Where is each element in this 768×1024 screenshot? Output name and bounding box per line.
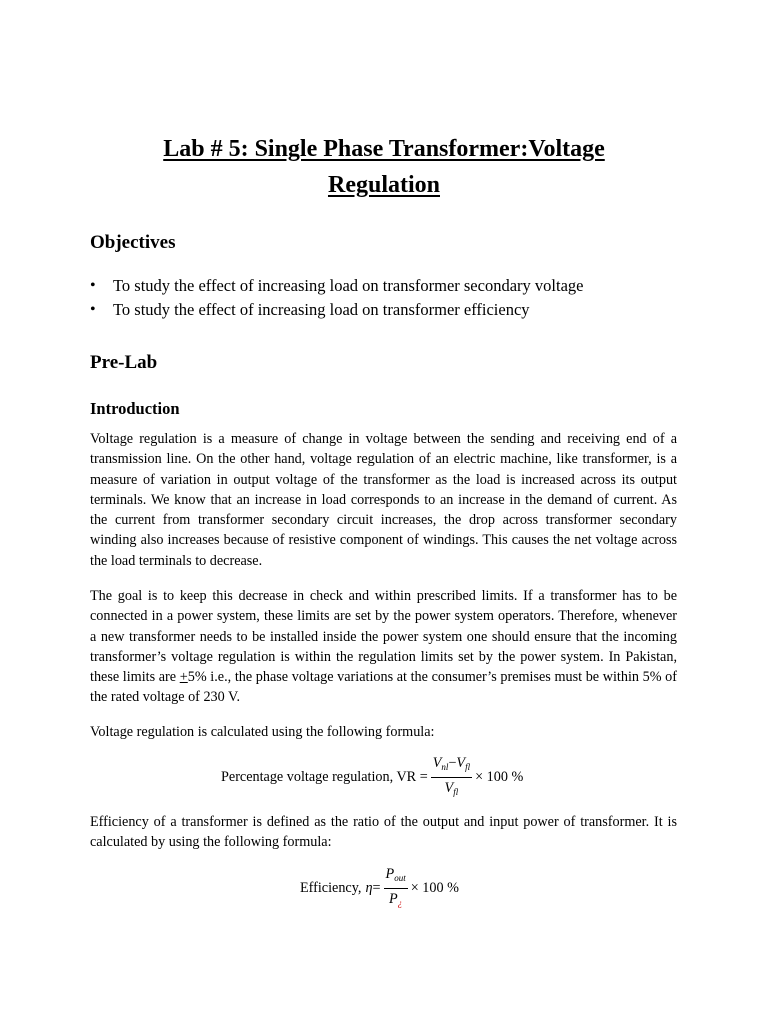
vr-denominator	[443, 778, 461, 801]
vr-numerator	[431, 754, 472, 778]
eff-tail: × 100 %	[410, 880, 459, 896]
intro-paragraph-2	[90, 586, 677, 708]
intro-paragraph-1: Voltage regulation is a measure of change in voltage between the sending and receiving end of a transmission line. On the other hand, voltage regulation of an electric machine, like transformer, is a measure of variation in output voltage of the transformer as the load is increased across its output terminals. We know that an increase in load corresponds to an increase in the demand of current. As the current from transformer secondary circuit increases, the drop across transformer secondary winding also increases because of resistive component of windings. This causes the net voltage across the load terminals to decrease.	[90, 431, 677, 569]
list-item	[90, 274, 583, 298]
eff-label: Efficiency,	[300, 880, 362, 896]
page-title	[90, 131, 678, 203]
list-item	[90, 298, 583, 322]
introduction-heading: Introduction	[90, 399, 180, 418]
eff-denominator	[387, 889, 404, 912]
vr-num-b: V	[456, 755, 466, 771]
vr-tail: × 100 %	[475, 769, 524, 785]
intro-paragraph-3: Voltage regulation is calculated using the following formula:	[90, 724, 435, 740]
efficiency-formula	[300, 865, 459, 912]
objective-text: To study the effect of increasing load on transformer secondary voltage	[113, 276, 584, 295]
bullet-icon: •	[90, 301, 96, 318]
plus-minus-sign: +	[179, 669, 188, 686]
vr-den-sub: fl	[453, 787, 459, 797]
eff-fraction	[384, 865, 408, 912]
vr-num-b-sub: fl	[465, 762, 471, 772]
voltage-regulation-formula	[221, 754, 523, 801]
vr-fraction	[431, 754, 472, 801]
objectives-list	[90, 274, 583, 322]
vr-num-a-sub: nl	[441, 762, 449, 772]
eff-numerator	[384, 865, 408, 889]
vr-minus: −	[448, 755, 457, 771]
eta-symbol: η	[365, 880, 373, 896]
objective-text: To study the effect of increasing load on transformer efficiency	[113, 300, 530, 319]
eff-num: P	[385, 866, 395, 882]
vr-label: Percentage voltage regulation, VR =	[221, 769, 428, 785]
title-line-1: Lab # 5: Single Phase Transformer:Voltage	[163, 136, 605, 162]
eff-den-sub: ¿	[397, 898, 403, 908]
prelab-heading: Pre-Lab	[90, 352, 158, 373]
eff-num-sub: out	[394, 873, 406, 883]
p2-text-b: 5% i.e., the phase voltage variations at the consumer’s premises must be within 5% of the rated voltage of 230 V.	[90, 669, 677, 706]
bullet-icon: •	[90, 277, 96, 294]
p2-text-a: The goal is to keep this decrease in check and within prescribed limits. If a transformer has to be connected in a power system, these limits are set by the power system operators. Therefore, whenever a new transformer needs to be installed inside the power system one should ensure that the incoming transformer’s voltage regulation is within the regulation limits set by the power system. In Pakistan, these limits are	[90, 588, 677, 686]
eff-equals: =	[372, 880, 381, 896]
objectives-heading: Objectives	[90, 232, 176, 253]
intro-paragraph-4: Efficiency of a transformer is defined as the ratio of the output and input power of transformer. It is calculated by using the following formula:	[90, 814, 677, 851]
vr-num-a: V	[432, 755, 442, 771]
eff-den: P	[389, 891, 398, 907]
vr-den: V	[444, 780, 454, 796]
title-line-2: Regulation	[327, 172, 440, 198]
